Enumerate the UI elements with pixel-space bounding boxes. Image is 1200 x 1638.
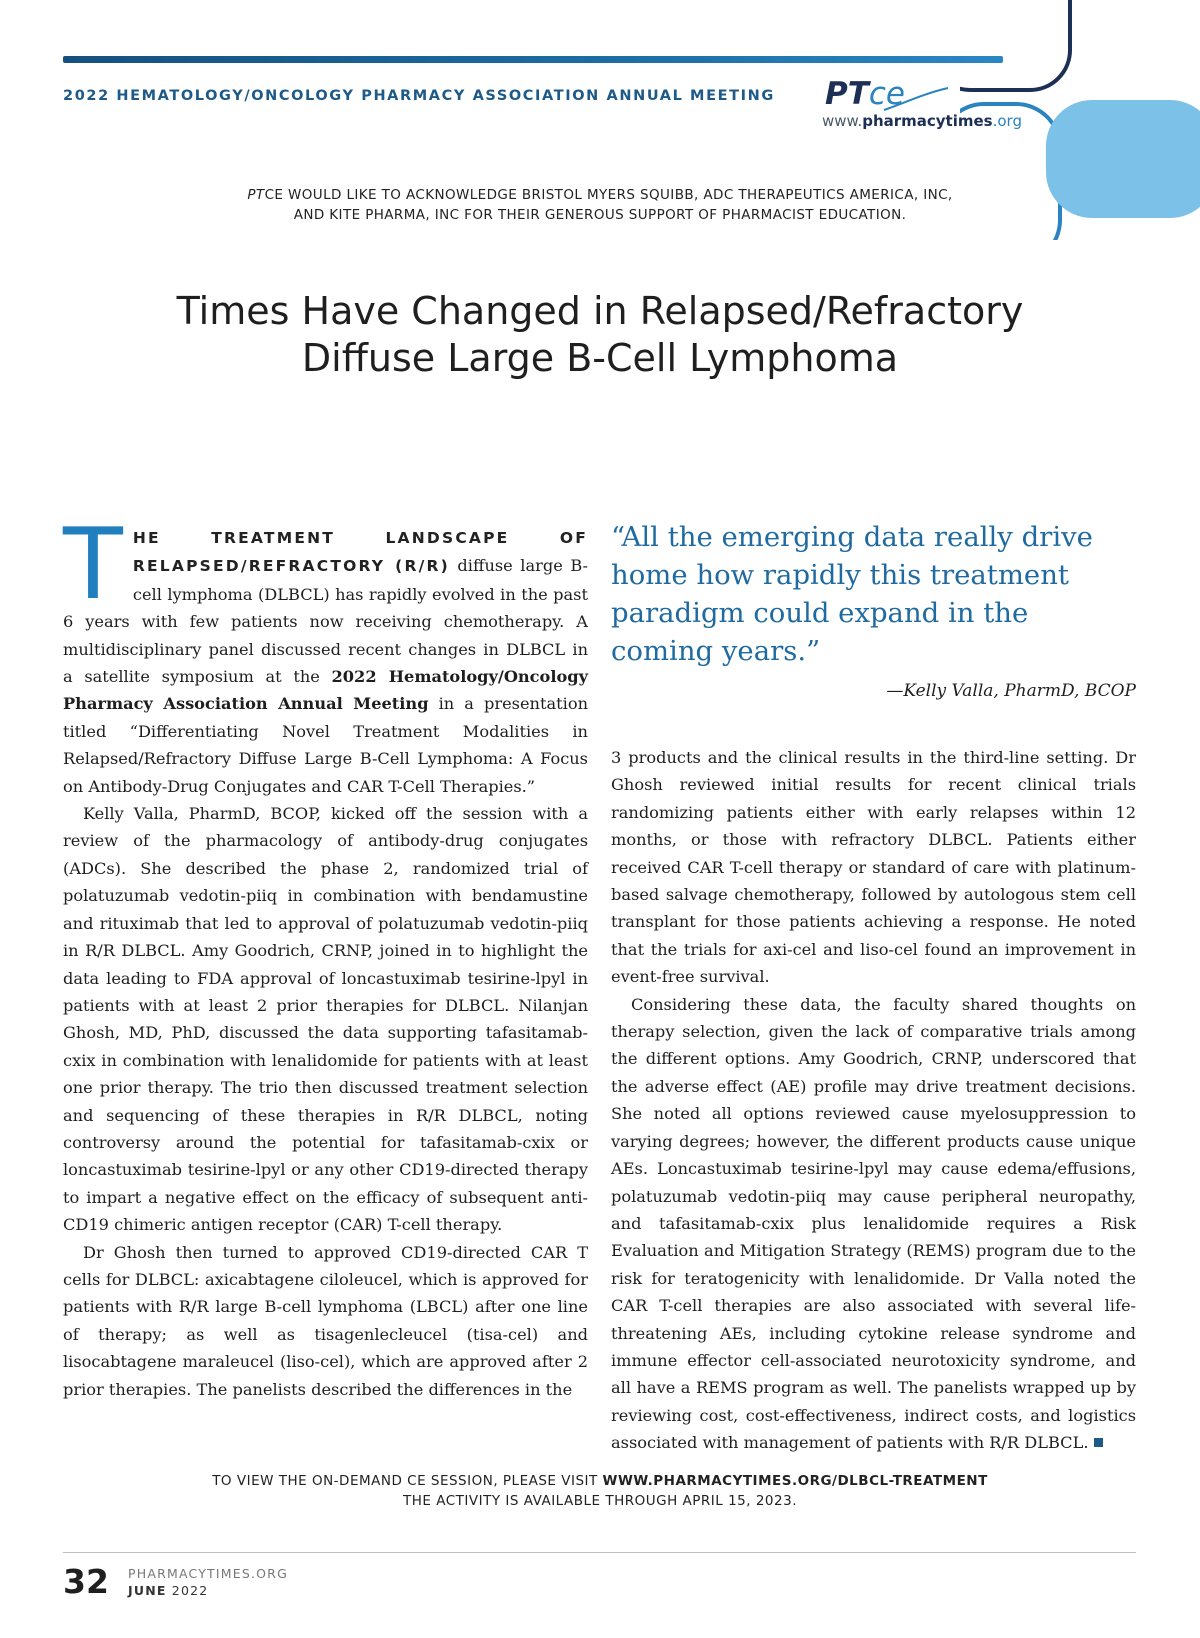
end-mark-icon	[1094, 1438, 1103, 1447]
pull-quote: “All the emerging data really drive home how rapidly this treatment paradigm could expand in the coming years.”	[611, 521, 1093, 667]
page-number: 32	[63, 1562, 109, 1601]
paragraph-intro: THE TREATMENT LANDSCAPE OF RELAPSED/REFRACTORY (R/R) diffuse large B-cell lymphoma (DLBCL) has rapidly evolved in the past 6 years with few patients now receiving chemotherapy. A multidisciplinary panel discussed recent changes in DLBCL in a satellite symposium at the 2022 Hematology/Oncology Pharmacy Association Annual Meeting in a presentation titled “Differentiating Novel Treatment Modalities in Relapsed/Refractory Diffuse Large B-Cell Lymphoma: A Focus on Antibody-Drug Conjugates and CAR T-Cell Therapies.”	[63, 508, 589, 796]
article-column-left	[63, 508, 589, 1403]
logo-wordmark: PTce	[825, 76, 905, 112]
header-rule	[63, 56, 1003, 63]
pull-quote-attribution: —Kelly Valla, PharmD, BCOP	[886, 681, 1136, 701]
article-column-right	[611, 744, 1136, 1457]
meeting-title: 2022 HEMATOLOGY/ONCOLOGY PHARMACY ASSOCIATION ANNUAL MEETING	[63, 88, 775, 104]
logo-url: www.pharmacytimes.org	[822, 112, 1022, 130]
ptce-logo[interactable]	[822, 74, 1032, 134]
footer-rule	[63, 1552, 1136, 1553]
paragraph-final: Considering these data, the faculty shared thoughts on therapy selection, given the lack of comparative trials among the different options. Amy Goodrich, CRNP, underscored that the adverse effect (AE) profile may drive treatment decisions. She noted all options reviewed cause myelosuppression to varying degrees; however, the different products cause unique AEs. Loncastuximab tesirine-lpyl may cause edema/effusions, polatuzumab vedotin-piiq may cause peripheral neuropathy, and tafasitamab-cxix plus lenalidomide requires a Risk Evaluation and Mitigation Strategy (REMS) program due to the risk for teratogenicity with lenalidomide. Dr Valla noted the CAR T-cell therapies are also associated with several life-threatening AEs, including cytokine release syndrome and immune effector cell-associated neurotoxicity syndrome, and all have a REMS program as well. The panelists wrapped up by reviewing cost, cost-effectiveness, indirect costs, and logistics associated with management of patients with R/R DLBCL.	[611, 994, 1136, 1453]
logo-swoosh-icon	[882, 84, 952, 114]
paragraph: 3 products and the clinical results in the third-line setting. Dr Ghosh reviewed initial results for recent clinical trials randomizing patients either with early relapses within 12 months, or those with refractory DLBCL. Patients either received CAR T-cell therapy or standard of care with platinum-based salvage chemotherapy, followed by autologous stem cell transplant for those patients achieving a response. He noted that the trials for axi-cel and liso-cel found an improvement in event-free survival.	[611, 748, 1136, 987]
cta-link[interactable]: WWW.PHARMACYTIMES.ORG/DLBCL-TREATMENT	[602, 1473, 988, 1489]
footer-date: JUNE 2022	[128, 1583, 209, 1598]
drop-cap: T	[63, 508, 123, 622]
acknowledgement: PTCE WOULD LIKE TO ACKNOWLEDGE BRISTOL MYERS SQUIBB, ADC THERAPEUTICS AMERICA, INC, AND KITE PHARMA, INC FOR THEIR GENEROUS SUPPORT OF PHARMACIST EDUCATION.	[247, 187, 953, 223]
paragraph: Dr Ghosh then turned to approved CD19-directed CAR T cells for DLBCL: axicabtagene ciloleucel, which is approved for patients with R/R large B-cell lymphoma (LBCL) after one line of therapy; as well as tisagenlecleucel (tisa-cel) and lisocabtagene maraleucel (liso-cel), which are approved after 2 prior therapies. The panelists described the differences in the	[63, 1242, 588, 1399]
article-title: Times Have Changed in Relapsed/Refractory Diffuse Large B-Cell Lymphoma	[176, 289, 1024, 380]
lead-in: HE TREATMENT LANDSCAPE OF RELAPSED/REFRACTORY (R/R)	[132, 529, 588, 576]
paragraph: Kelly Valla, PharmD, BCOP, kicked off the session with a review of the pharmacology of antibody-drug conjugates (ADCs). She described the phase 2, randomized trial of polatuzumab vedotin-piiq in combination with bendamustine and rituximab that led to approval of polatuzumab vedotin-piiq in R/R DLBCL. Amy Goodrich, CRNP, joined in to highlight the data leading to FDA approval of loncastuximab tesirine-lpyl in patients with at least 2 prior therapies for DLBCL. Nilanjan Ghosh, MD, PhD, discussed the data supporting tafasitamab-cxix in combination with lenalidomide for patients with at least one prior therapy. The trio then discussed treatment selection and sequencing of these therapies in R/R DLBCL, noting controversy around the potential for tafasitamab-cxix or loncastuximab tesirine-lpyl or any other CD19-directed therapy to impart a negative effect on the efficacy of subsequent anti-CD19 chimeric antigen receptor (CAR) T-cell therapy.	[63, 804, 588, 1235]
footer-site: PHARMACYTIMES.ORG	[128, 1566, 288, 1581]
cta-text: TO VIEW THE ON-DEMAND CE SESSION, PLEASE VISIT WWW.PHARMACYTIMES.ORG/DLBCL-TREATMENT THE ACTIVITY IS AVAILABLE THROUGH APRIL 15, 2023.	[212, 1473, 988, 1509]
